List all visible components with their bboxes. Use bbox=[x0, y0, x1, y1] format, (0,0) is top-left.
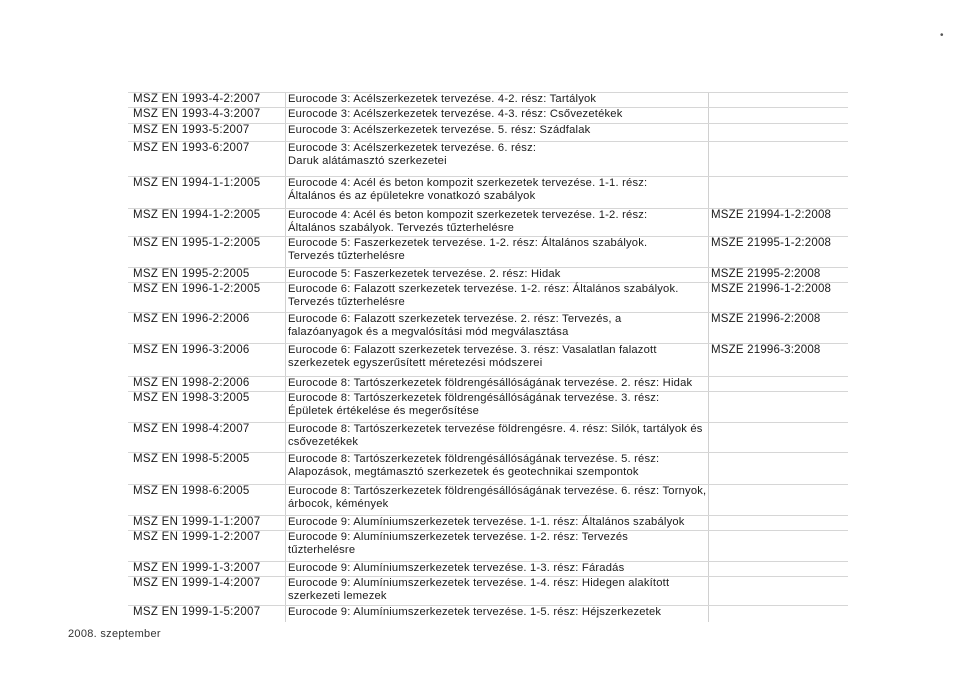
standard-title: Eurocode 9: Alumíniumszerkezetek tervezése. 1-3. rész: Fáradás bbox=[288, 562, 625, 574]
standard-title: Eurocode 8: Tartószerkezetek földrengésállóságának tervezése. 6. rész: Tornyok, árbocok, kémények bbox=[288, 485, 707, 510]
table-row bbox=[128, 515, 848, 528]
national-standard: MSZE 21994-1-2:2008 bbox=[711, 209, 832, 221]
standard-title: Eurocode 5: Faszerkezetek tervezése. 2. rész: Hidak bbox=[288, 268, 561, 280]
table-row bbox=[128, 343, 848, 370]
standard-title: Eurocode 9: Alumíniumszerkezetek tervezése. 1-2. rész: Tervezés tűzterhelésre bbox=[288, 531, 629, 556]
standard-code: MSZ EN 1998-4:2007 bbox=[133, 423, 250, 435]
table-row bbox=[128, 236, 848, 263]
standard-title: Eurocode 3: Acélszerkezetek tervezése. 5. rész: Szádfalak bbox=[288, 124, 591, 136]
standard-title: Eurocode 6: Falazott szerkezetek tervezése. 1-2. rész: Általános szabályok. Tervezés tűzterhelésre bbox=[288, 283, 679, 308]
standard-title: Eurocode 4: Acél és beton kompozit szerkezetek tervezése. 1-2. rész: Általános szabályok. Tervezés tűzterhelésre bbox=[288, 209, 648, 234]
standard-code: MSZ EN 1999-1-5:2007 bbox=[133, 606, 261, 618]
national-standard: MSZE 21996-2:2008 bbox=[711, 313, 821, 325]
table-row bbox=[128, 530, 848, 557]
standard-title: Eurocode 8: Tartószerkezetek földrengésállóságának tervezése. 5. rész: Alapozások, megtámasztó szerkezetek és geotechnikai szempontok bbox=[288, 453, 660, 478]
scan-dot: • bbox=[940, 30, 944, 41]
standard-title: Eurocode 9: Alumíniumszerkezetek tervezése. 1-4. rész: Hidegen alakított szerkezeti lemezek bbox=[288, 577, 670, 602]
standard-code: MSZ EN 1999-1-3:2007 bbox=[133, 562, 261, 574]
standard-title: Eurocode 4: Acél és beton kompozit szerkezetek tervezése. 1-1. rész: Általános és az épületekre vonatkozó szabályok bbox=[288, 177, 648, 202]
standard-title: Eurocode 3: Acélszerkezetek tervezése. 6. rész: Daruk alátámasztó szerkezetei bbox=[288, 142, 537, 167]
table-row bbox=[128, 208, 848, 235]
standard-title: Eurocode 3: Acélszerkezetek tervezése. 4-3. rész: Csővezetékek bbox=[288, 108, 623, 120]
standard-code: MSZ EN 1995-2:2005 bbox=[133, 268, 250, 280]
standard-title: Eurocode 6: Falazott szerkezetek tervezése. 3. rész: Vasalatlan falazott szerkezetek egyszerűsített méretezési módszerei bbox=[288, 344, 657, 369]
table-row bbox=[128, 376, 848, 389]
national-standard: MSZE 21995-1-2:2008 bbox=[711, 237, 832, 249]
standard-code: MSZ EN 1994-1-1:2005 bbox=[133, 177, 261, 189]
standard-title: Eurocode 9: Alumíniumszerkezetek tervezése. 1-1. rész: Általános szabályok bbox=[288, 516, 685, 528]
standard-code: MSZ EN 1998-3:2005 bbox=[133, 392, 250, 404]
standard-code: MSZ EN 1995-1-2:2005 bbox=[133, 237, 261, 249]
standard-code: MSZ EN 1998-5:2005 bbox=[133, 453, 250, 465]
standard-title: Eurocode 8: Tartószerkezetek tervezése földrengésre. 4. rész: Silók, tartályok és csővezetékek bbox=[288, 423, 703, 448]
table-row bbox=[128, 267, 848, 280]
standard-code: MSZ EN 1993-4-2:2007 bbox=[133, 93, 261, 105]
national-standard: MSZE 21996-1-2:2008 bbox=[711, 283, 832, 295]
table-row bbox=[128, 107, 848, 120]
standard-code: MSZ EN 1996-3:2006 bbox=[133, 344, 250, 356]
table-row bbox=[128, 391, 848, 418]
standard-code: MSZ EN 1996-2:2006 bbox=[133, 313, 250, 325]
standard-code: MSZ EN 1994-1-2:2005 bbox=[133, 209, 261, 221]
standard-title: Eurocode 3: Acélszerkezetek tervezése. 4-2. rész: Tartályok bbox=[288, 93, 597, 105]
national-standard: MSZE 21995-2:2008 bbox=[711, 268, 821, 280]
table-row bbox=[128, 312, 848, 339]
standard-title: Eurocode 6: Falazott szerkezetek tervezése. 2. rész: Tervezés, a falazóanyagok és a megvalósítási mód megválasztása bbox=[288, 313, 622, 338]
standard-code: MSZ EN 1999-1-2:2007 bbox=[133, 531, 261, 543]
table-row bbox=[128, 605, 848, 618]
table-row bbox=[128, 176, 848, 203]
standard-code: MSZ EN 1998-6:2005 bbox=[133, 485, 250, 497]
standard-code: MSZ EN 1993-5:2007 bbox=[133, 124, 250, 136]
table-row bbox=[128, 422, 848, 449]
table-row bbox=[128, 452, 848, 479]
standard-title: Eurocode 5: Faszerkezetek tervezése. 1-2. rész: Általános szabályok. Tervezés tűzterhelésre bbox=[288, 237, 648, 262]
table-row bbox=[128, 123, 848, 136]
table-row bbox=[128, 282, 848, 309]
standard-code: MSZ EN 1993-6:2007 bbox=[133, 142, 250, 154]
page-footer-date: 2008. szeptember bbox=[68, 628, 161, 640]
standard-code: MSZ EN 1993-4-3:2007 bbox=[133, 108, 261, 120]
standard-code: MSZ EN 1999-1-1:2007 bbox=[133, 516, 261, 528]
standard-title: Eurocode 8: Tartószerkezetek földrengésállóságának tervezése. 3. rész: Épületek értékelése és megerősítése bbox=[288, 392, 660, 417]
standard-title: Eurocode 9: Alumíniumszerkezetek tervezése. 1-5. rész: Héjszerkezetek bbox=[288, 606, 662, 618]
table-row bbox=[128, 141, 848, 168]
standard-code: MSZ EN 1999-1-4:2007 bbox=[133, 577, 261, 589]
table-row bbox=[128, 92, 848, 105]
table-row bbox=[128, 561, 848, 574]
table-row bbox=[128, 484, 848, 511]
table-row bbox=[128, 576, 848, 603]
standard-title: Eurocode 8: Tartószerkezetek földrengésállóságának tervezése. 2. rész: Hidak bbox=[288, 377, 693, 389]
standard-code: MSZ EN 1998-2:2006 bbox=[133, 377, 250, 389]
national-standard: MSZE 21996-3:2008 bbox=[711, 344, 821, 356]
standard-code: MSZ EN 1996-1-2:2005 bbox=[133, 283, 261, 295]
